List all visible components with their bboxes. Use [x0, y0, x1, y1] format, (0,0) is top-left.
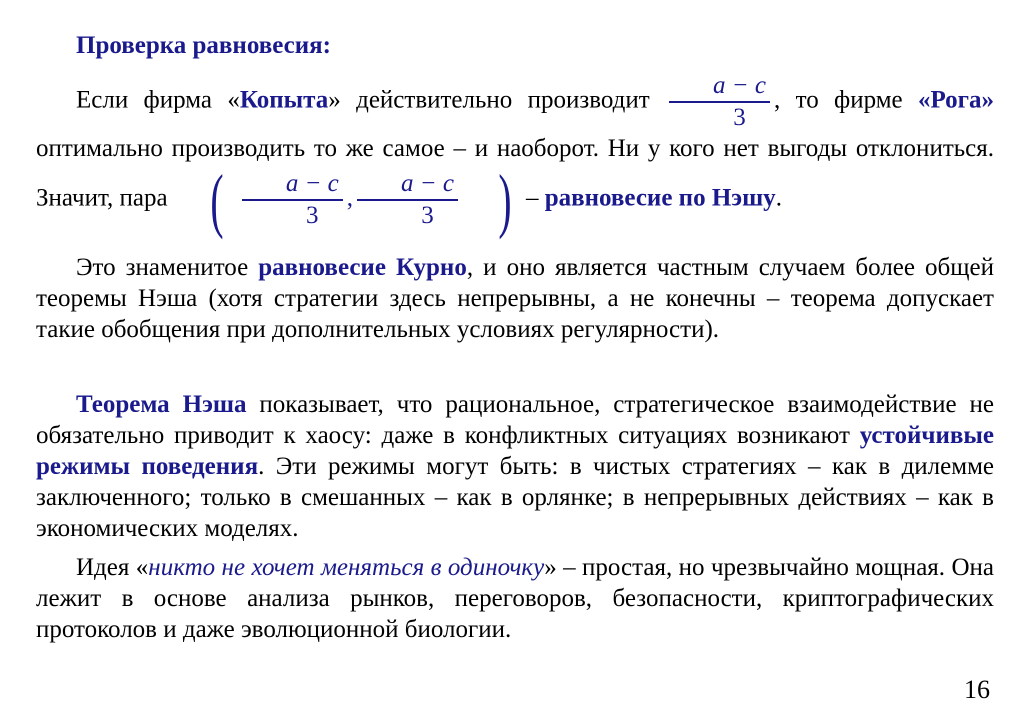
text-span: . [775, 184, 782, 212]
text-span: » действительно производит [328, 86, 650, 114]
firm-roga: «Рога» [918, 86, 995, 114]
slide-content [36, 30, 994, 645]
paragraph-nash-theorem [36, 389, 994, 544]
text-span: . Эти режимы могут быть: в чистых стратегиях – как в дилемме заключенного; только в смешанных – как в орлянке; в непрерывных действиях – как в экономических моделях. [36, 453, 994, 542]
nash-equilibrium-term: равновесие по Нэшу [544, 184, 776, 212]
nash-theorem-term: Теорема Нэша [76, 391, 247, 418]
pair-fraction-1 [242, 169, 343, 231]
page-number: 16 [964, 675, 990, 704]
stable-regimes-term: устойчивые режимы поведения [36, 422, 994, 480]
paragraph-cournot [36, 252, 994, 345]
pair-fraction-2 [357, 169, 458, 231]
firm-kopyta: Копыта [239, 86, 329, 114]
text-span: – [525, 184, 545, 212]
text-span: , и оно является частным случаем более общей теоремы Нэша (хотя стратегии здесь непрерывны, а не конечны – теорема допускает такие обобщения при дополнительных условиях регулярности). [36, 254, 995, 343]
fraction-numerator: a − c [357, 169, 458, 201]
pair-separator: , [346, 184, 354, 212]
section-heading: Проверка равновесия: [76, 32, 331, 59]
fraction-numerator: a − c [242, 169, 343, 201]
text-span: оптимально производить то же самое – и наоборот. Ни у кого нет выгоды отклониться. Значит, пара [36, 135, 994, 212]
fraction-denominator: 3 [733, 104, 746, 131]
text-span: показывает, что рациональное, стратегическое взаимодействие не обязательно приводит к хаосу: даже в конфликтных ситуациях возникают [36, 391, 994, 449]
text-span: » – простая, но чрезвычайно мощная. Она лежит в основе анализа рынков, переговоров, безопасности, криптографических протоколов и даже эволюционной биологии. [36, 554, 994, 643]
fraction-denominator: 3 [421, 202, 434, 229]
fraction-numerator: a − c [669, 71, 770, 103]
paragraph-idea [36, 552, 994, 645]
fraction-denominator: 3 [306, 202, 319, 229]
text-span: Если фирма « [76, 86, 240, 114]
right-paren: ) [498, 160, 512, 240]
text-span: Это знаменитое [76, 254, 259, 281]
text-span: Идея « [76, 554, 149, 581]
text-span: , то фирме [774, 86, 903, 114]
idea-quote: никто не хочет меняться в одиночку [148, 554, 545, 581]
left-paren: ( [210, 160, 224, 240]
cournot-equilibrium-term: равновесие Курно [258, 254, 467, 281]
fraction-a-minus-c-over-3 [669, 71, 770, 133]
paragraph-equilibrium-check [36, 71, 995, 240]
